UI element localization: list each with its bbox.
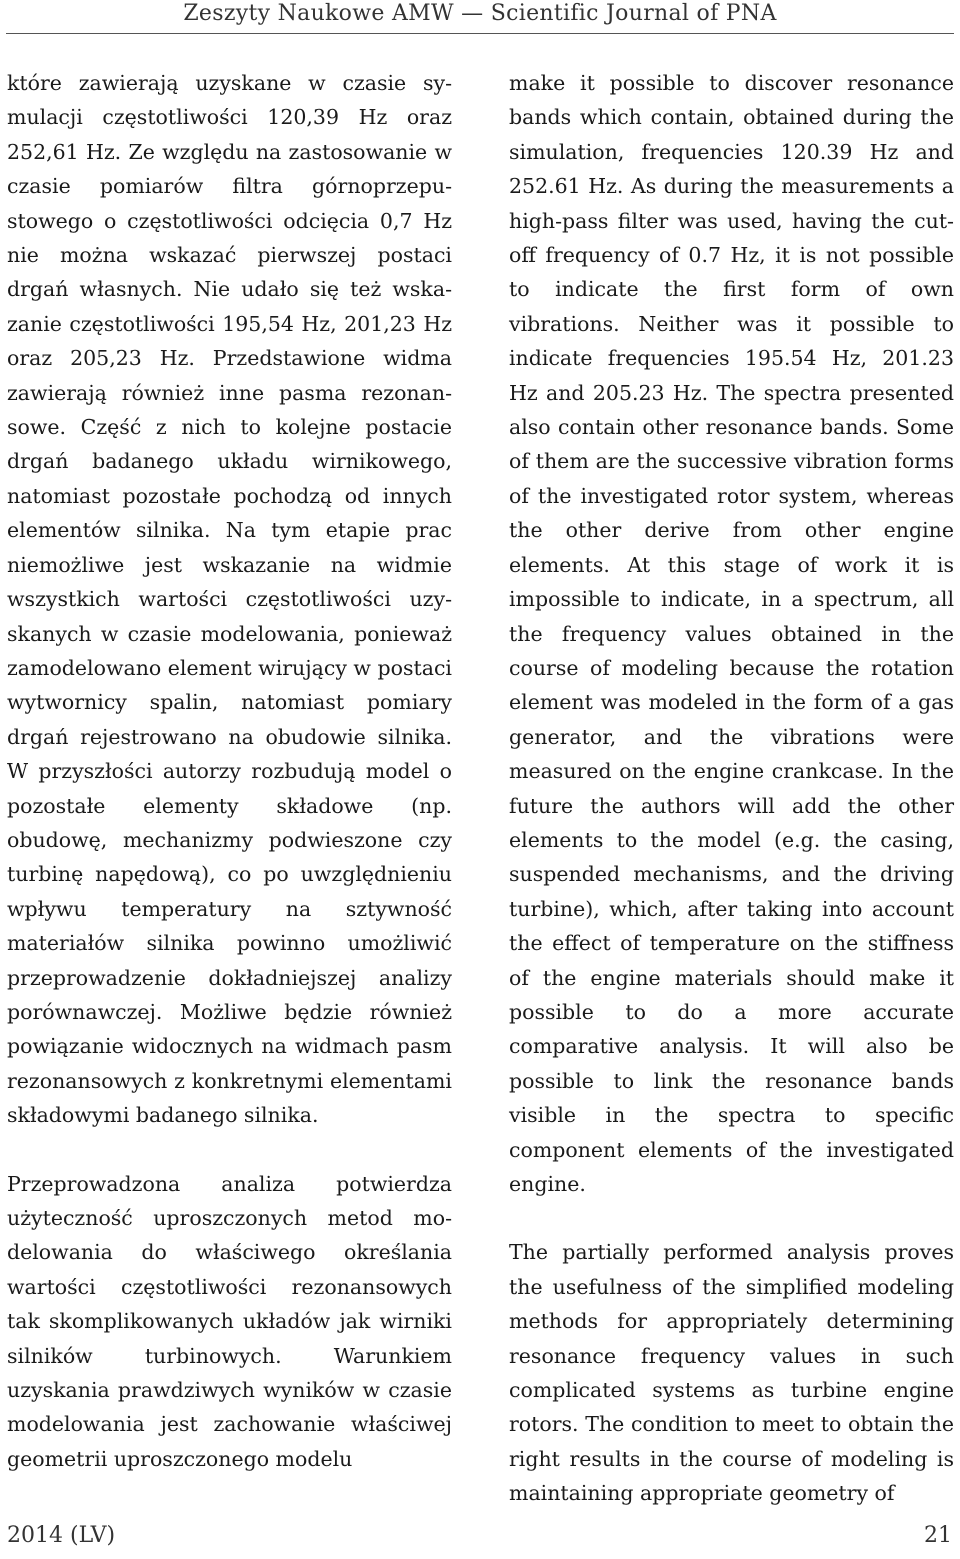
paragraph-pl-2: Przeprowadzona analiza potwierdza użyteczność uproszczonych metod modelowania do właściwego określania wartości częstotliwości rezonansowych tak skomplikowanych układów jak wirniki silników turbinowych. Warunkiem uzyskania prawdziwych wyników w czasie modelowania jest zachowanie właściwej geometrii uproszczonego modelu: [7, 1171, 452, 1471]
header-divider: [6, 33, 954, 34]
page-number: 21: [924, 1523, 952, 1548]
polish-text-column: [7, 66, 452, 1476]
paragraph-en-1: make it possible to discover resonance bands which contain, obtained during the simulation, frequencies 120.39 Hz and 252.61 Hz. As during the measurements a high-pass filter was used, having the cut-off frequency of 0.7 Hz, it is not possible to indicate the first form of own vibrations. Neither was it possible to indicate frequencies 195.54 Hz, 201.23 Hz and 205.23 Hz. The spectra presented also contain other resonance bands. Some of them are the successive vibration forms of the investigated rotor system, whereas the other derive from other engine elements. At this stage of work it is impossible to indicate, in a spectrum, all the frequency values obtained in the course of modeling because the rotation element was modeled in the form of a gas generator, and the vibrations were measured on the engine crankcase. In the future the authors will add the other elements to the model (e.g. the casing, suspended mechanisms, and the driving turbine), which, after taking into account the effect of temperature on the stiffness of the engine materials should make it possible to do a more accurate comparative analysis. It will also be possible to link the resonance bands visible in the spectra to specific component elements of the investigated engine.: [509, 71, 954, 1196]
paragraph-en-2: The partially performed analysis proves the usefulness of the simplified modeling methods for appropriately determining resonance frequency values in such complicated systems as turbine engine rotors. The condition to meet to obtain the right results in the course of modeling is maintaining appropriate geometry of: [509, 1240, 954, 1506]
issue-label: 2014 (LV): [7, 1523, 116, 1548]
running-header: Zeszyty Naukowe AMW — Scientific Journal of PNA: [183, 1, 777, 26]
paragraph-pl-1: które zawierają uzyskane w czasie symulacji częstotliwości 120,39 Hz oraz 252,61 Hz. Ze względu na zastosowanie w czasie pomiarów filtra górnoprzepustowego o częstotliwości odcięcia 0,7 Hz nie można wskazać pierwszej postaci drgań własnych. Nie udało się też wskazanie częstotliwości 195,54 Hz, 201,23 Hz oraz 205,23 Hz. Przedstawione widma zawierają również inne pasma rezonansowe. Część z nich to kolejne postacie drgań badanego układu wirnikowego, natomiast pozostałe pochodzą od innych elementów silnika. Na tym etapie prac niemożliwe jest wskazanie na widmie wszystkich wartości częstotliwości uzyskanych w czasie modelowania, ponieważ zamodelowano element wirujący w postaci wytwornicy spalin, natomiast pomiary drgań rejestrowano na obudowie silnika. W przyszłości autorzy rozbudują model o pozostałe elementy składowe (np. obudowę, mechanizmy podwieszone czy turbinę napędową), co po uwzględnieniu wpływu temperatury na sztywność materiałów silnika powinno umożliwić przeprowadzenie dokładniejszej analizy porównawczej. Możliwe będzie również powiązanie widocznych na widmach pasm rezonansowych z konkretnymi elementami składowymi badanego silnika.: [7, 71, 452, 1128]
english-text-column: [509, 66, 954, 1511]
